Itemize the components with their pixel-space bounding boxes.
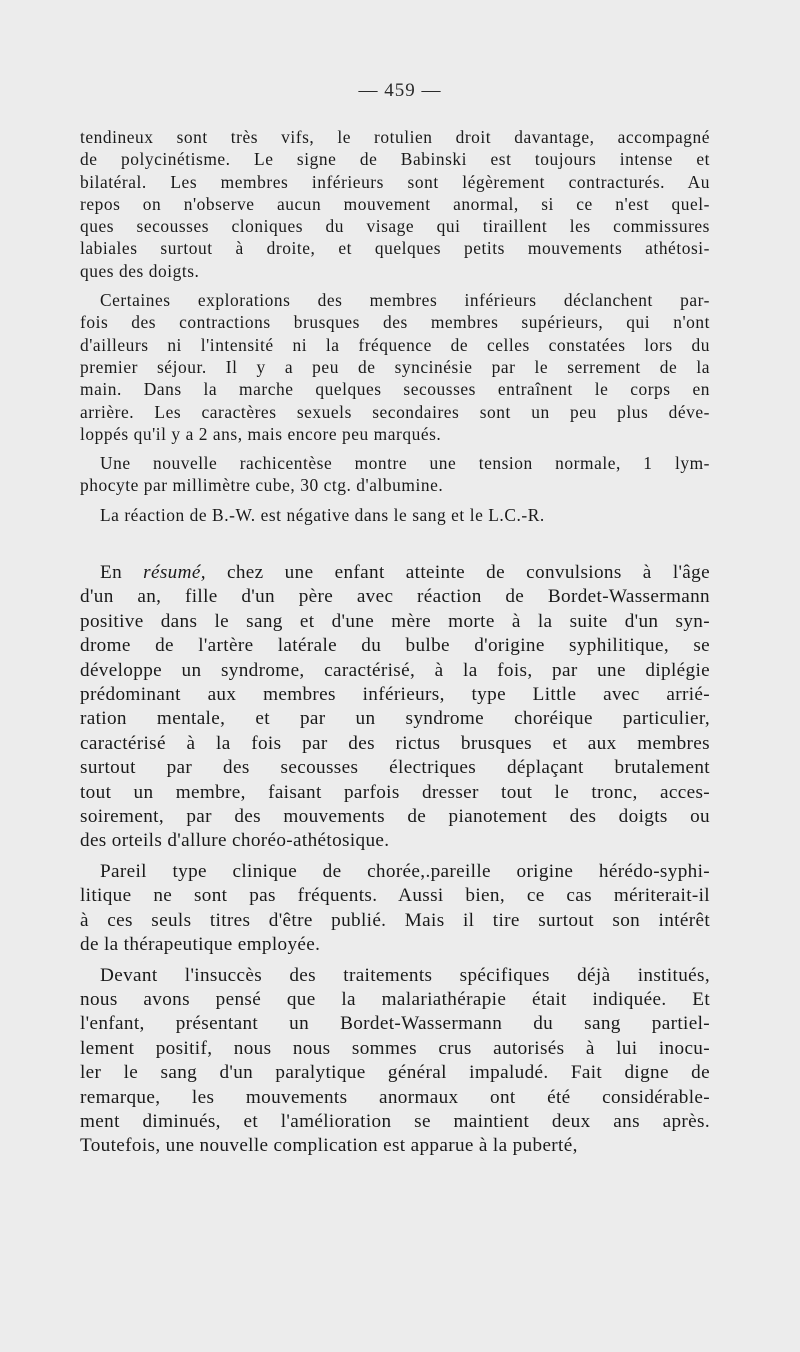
text-line: d'un an, fille d'un père avec réaction de Bordet-Wassermann	[80, 586, 710, 608]
text-line	[80, 561, 710, 585]
page-number: — 459 —	[358, 80, 442, 101]
text-line: d'ailleurs ni l'intensité ni la fréquence de celles constatées lors du	[80, 334, 710, 355]
text-line: bilatéral. Les membres inférieurs sont légèrement contracturés. Au	[80, 171, 710, 192]
text-line: développe un syndrome, caractérisé, à la fois, par une diplégie	[80, 659, 710, 681]
paragraph-therapy	[80, 964, 710, 1159]
text-line: tout un membre, faisant parfois dresser tout le tronc, acces-	[80, 781, 710, 803]
text-line: Devant l'insuccès des traitements spécifiques déjà institués,	[100, 964, 710, 986]
text-line: remarque, les mouvements anormaux ont été considérable-	[80, 1086, 710, 1108]
paragraph-clinical-type	[80, 860, 710, 958]
text-line: des orteils d'allure choréo-athétosique.	[80, 830, 390, 852]
text-line: Certaines explorations des membres inférieurs déclanchent par-	[100, 290, 710, 311]
paragraph-reflexes	[80, 126, 710, 282]
text-line: arrière. Les caractères sexuels secondaires sont un peu plus déve-	[80, 401, 710, 422]
text-line: surtout par des secousses électriques déplaçant brutalement	[80, 757, 710, 779]
italic-word: résumé,	[143, 562, 206, 583]
text-line: drome de l'artère latérale du bulbe d'origine syphilitique, se	[80, 635, 710, 657]
text-line: Pareil type clinique de chorée,.pareille origine hérédo-syphi-	[100, 860, 710, 882]
text-line: litique ne sont pas fréquents. Aussi bien, ce cas mériterait-il	[80, 885, 710, 907]
text-line: phocyte par millimètre cube, 30 ctg. d'albumine.	[80, 475, 444, 496]
lead-word: En	[100, 562, 144, 583]
text-line: de la thérapeutique employée.	[80, 934, 321, 956]
paragraph-bw-reaction	[80, 504, 710, 526]
case-observation-text	[80, 126, 710, 533]
text-line: lement positif, nous nous sommes crus autorisés à lui inocu-	[80, 1037, 710, 1059]
text-line: Toutefois, une nouvelle complication est apparue à la puberté,	[80, 1135, 578, 1157]
text-line: labiales surtout à droite, et quelques petits mouvements athétosi-	[80, 238, 710, 259]
text-line: loppés qu'il y a 2 ans, mais encore peu marqués.	[80, 423, 442, 444]
line-rest: chez une enfant atteinte de convulsions à l'âge	[205, 562, 710, 583]
paragraph-explorations	[80, 289, 710, 445]
text-line: de polycinétisme. Le signe de Babinski est toujours intense et	[80, 149, 710, 170]
paragraph-rachicentese	[80, 452, 710, 497]
text-line: positive dans le sang et d'une mère morte à la suite d'un syn-	[80, 610, 710, 632]
text-line: main. Dans la marche quelques secousses entraînent le corps en	[80, 379, 710, 400]
text-line: repos on n'observe aucun mouvement anormal, si ce n'est quel-	[80, 193, 710, 214]
text-line: caractérisé à la fois par des rictus brusques et aux membres	[80, 732, 710, 754]
text-line: prédominant aux membres inférieurs, type Little avec arrié-	[80, 684, 710, 706]
text-line: tendineux sont très vifs, le rotulien droit davantage, accompagné	[80, 127, 710, 147]
text-line: ques secousses cloniques du visage qui tiraillent les commissures	[80, 216, 710, 237]
text-line: ment diminués, et l'amélioration se maintient deux ans après.	[80, 1110, 710, 1132]
text-line: ques des doigts.	[80, 260, 200, 281]
text-line: soirement, par des mouvements de pianotement des doigts ou	[80, 806, 710, 828]
text-line: ration mentale, et par un syndrome choréique particulier,	[80, 708, 710, 730]
text-line: fois des contractions brusques des membres supérieurs, qui n'ont	[80, 312, 710, 333]
text-line: La réaction de B.-W. est négative dans le sang et le L.C.-R.	[100, 504, 545, 525]
text-line: à ces seuls titres d'être publié. Mais il tire surtout son intérêt	[80, 909, 710, 931]
summary-text	[80, 561, 710, 1165]
text-line: l'enfant, présentant un Bordet-Wassermann du sang partiel-	[80, 1013, 710, 1035]
text-line: nous avons pensé que la malariathérapie était indiquée. Et	[80, 988, 710, 1010]
paragraph-resume	[80, 561, 710, 854]
text-line: Une nouvelle rachicentèse montre une tension normale, 1 lym-	[100, 453, 710, 474]
text-line: ler le sang d'un paralytique général impaludé. Fait digne de	[80, 1062, 710, 1084]
text-line: premier séjour. Il y a peu de syncinésie par le serrement de la	[80, 356, 710, 377]
